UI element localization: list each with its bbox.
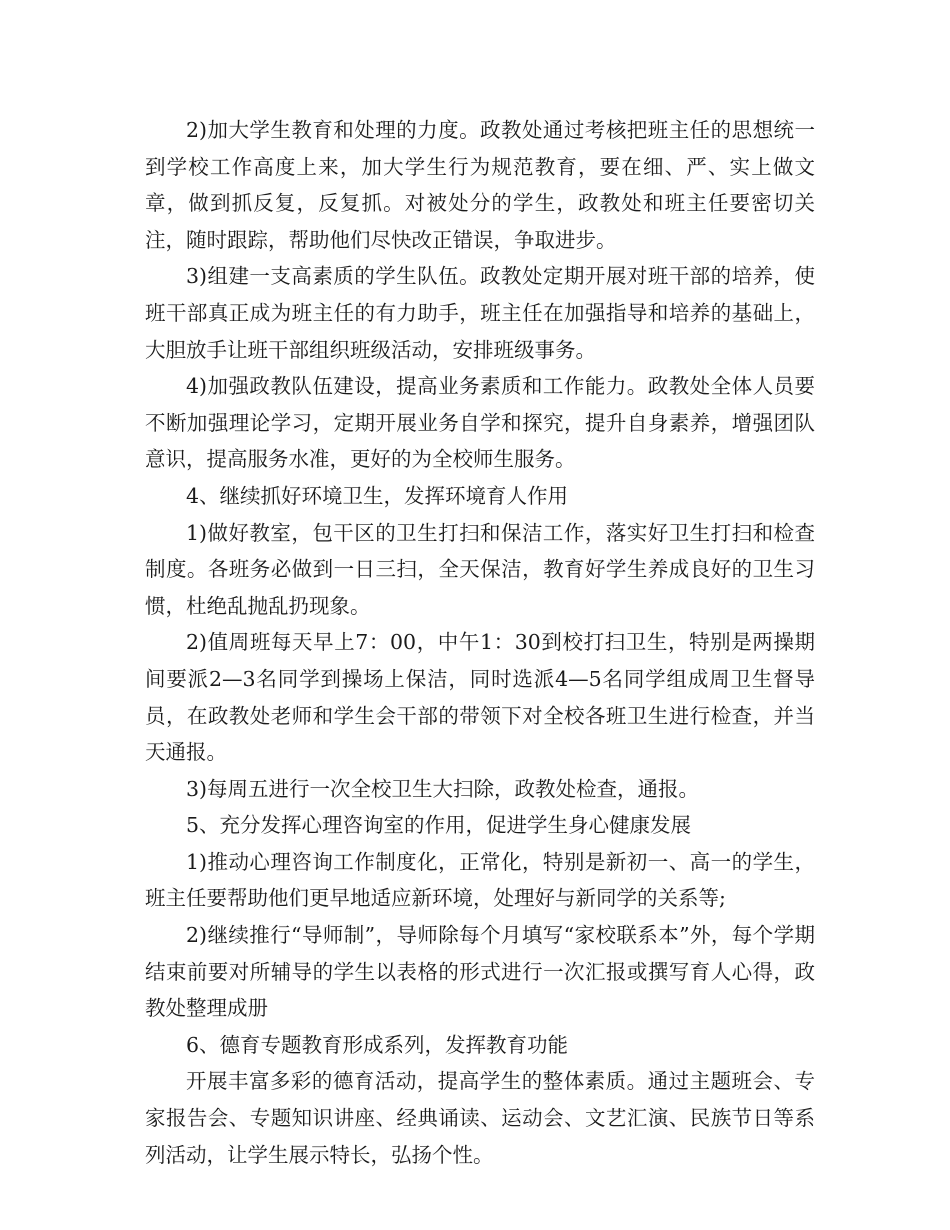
paragraph-counseling-system: 1)推动心理咨询工作制度化，正常化，特别是新初一、高一的学生，班主任要帮助他们更早地适应新环境，处理好与新同学的关系等;	[145, 849, 815, 911]
section-heading-moral-education: 6、德育专题教育形成系列，发挥教育功能	[186, 1032, 569, 1057]
paragraph-mentor-system: 2)继续推行“导师制”，导师除每个月填写“家校联系本”外，每个学期结束前要对所辅导的学生以表格的形式进行一次汇报或撰写育人心得，政教处整理成册	[145, 923, 815, 1021]
paragraph-classroom-cleaning: 1)做好教室，包干区的卫生打扫和保洁工作，落实好卫生打扫和检查制度。各班务必做到一日三扫，全天保洁，教育好学生养成良好的卫生习惯，杜绝乱抛乱扔现象。	[145, 520, 815, 618]
paragraph-friday-cleanup: 3)每周五进行一次全校卫生大扫除，政教处检查，通报。	[186, 776, 700, 801]
paragraph-moral-activities: 开展丰富多彩的德育活动，提高学生的整体素质。通过主题班会、专家报告会、专题知识讲座、经典诵读、运动会、文艺汇演、民族节日等系列活动，让学生展示特长，弘扬个性。	[145, 1069, 815, 1167]
paragraph-staff-building: 4)加强政教队伍建设，提高业务素质和工作能力。政教处全体人员要不断加强理论学习，定期开展业务自学和探究，提升自身素养，增强团队意识，提高服务水准，更好的为全校师生服务。	[145, 374, 815, 472]
document-body	[145, 112, 815, 1173]
paragraph-student-team: 3)组建一支高素质的学生队伍。政教处定期开展对班干部的培养，使班干部真正成为班主任的有力助手，班主任在加强指导和培养的基础上，大胆放手让班干部组织班级活动，安排班级事务。	[145, 264, 815, 362]
section-heading-environment: 4、继续抓好环境卫生，发挥环境育人作用	[186, 483, 569, 508]
paragraph-duty-class: 2)值周班每天早上7：00，中午1：30到校打扫卫生，特别是两操期间要派2—3名同学到操场上保洁，同时选派4—5名同学组成周卫生督导员，在政教处老师和学生会干部的带领下对全校各班卫生进行检查，并当天通报。	[145, 630, 815, 765]
paragraph-education-discipline: 2)加大学生教育和处理的力度。政教处通过考核把班主任的思想统一到学校工作高度上来，加大学生行为规范教育，要在细、严、实上做文章，做到抓反复，反复抓。对被处分的学生，政教处和班主任要密切关注，随时跟踪，帮助他们尽快改正错误，争取进步。	[145, 118, 815, 252]
section-heading-counseling: 5、充分发挥心理咨询室的作用，促进学生身心健康发展	[186, 813, 692, 838]
